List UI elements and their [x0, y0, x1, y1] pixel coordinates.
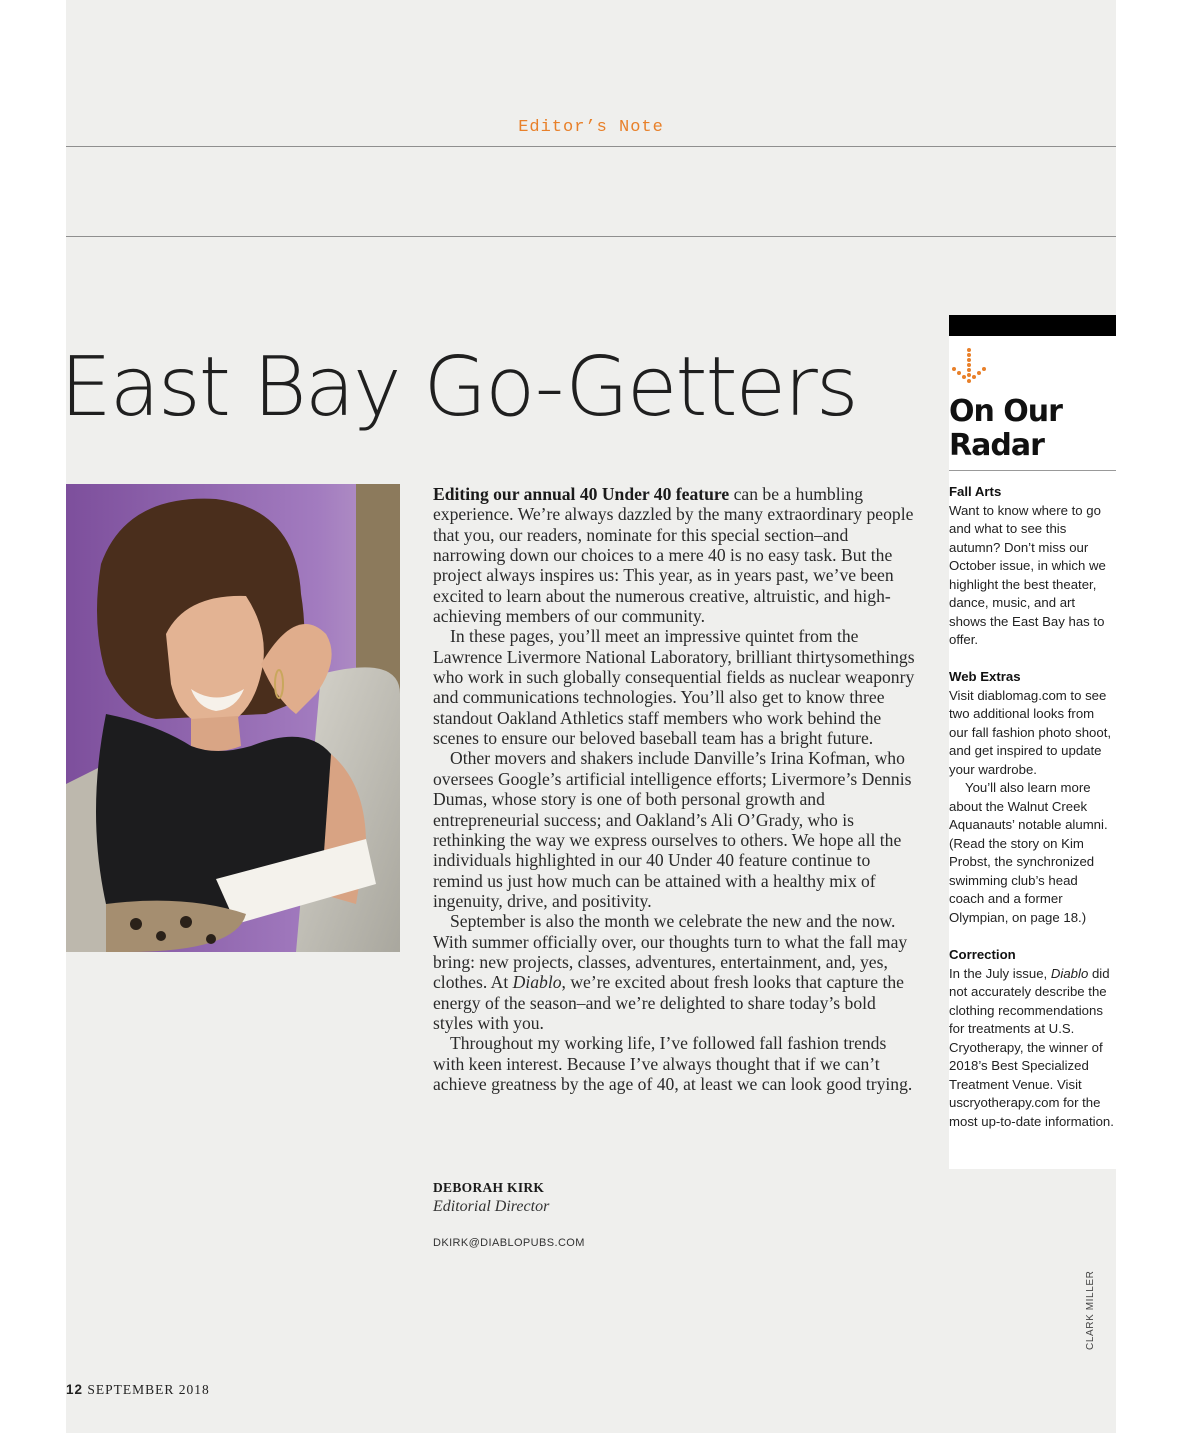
article-body	[433, 484, 920, 1094]
dotted-down-arrow-icon	[951, 347, 991, 389]
correction-magazine-name: Diablo	[1050, 965, 1089, 981]
fall-arts-text: Want to know where to go and what to see this autumn? Don’t miss our October issue, in which we highlight the best theater, dance, music, and art shows the East Bay has to offer.	[949, 502, 1106, 647]
paragraph-5: Throughout my working life, I’ve followed fall fashion trends with keen interest. Because I’ve always thought that if we can’t achieve greatness by the age of 40, at least we can look good trying.	[433, 1033, 913, 1094]
magazine-name: Diablo	[512, 972, 562, 993]
on-our-radar-sidebar	[949, 315, 1116, 1169]
article-title: East Bay Go-Getters	[60, 340, 857, 435]
magazine-page	[60, 0, 1116, 1433]
lead-in: Editing our annual 40 Under 40 feature	[433, 484, 730, 504]
web-extras-text-1: Visit diablomag.com to see two additional looks from our fall fashion photo shoot, and get inspired to update your wardrobe.	[949, 687, 1112, 777]
sidebar-top-bar	[949, 315, 1116, 336]
sidebar-title-line-2: Radar	[949, 428, 1044, 463]
paragraph-1	[433, 484, 920, 626]
correction-heading: Correction	[949, 947, 1016, 962]
web-extras-heading: Web Extras	[949, 669, 1021, 684]
page-folio	[66, 1382, 210, 1398]
author-name: DEBORAH KIRK	[433, 1180, 545, 1195]
sidebar-title	[949, 395, 1116, 463]
second-rule	[66, 236, 1116, 237]
author-title: Editorial Director	[433, 1198, 550, 1215]
issue-date: SEPTEMBER 2018	[87, 1382, 210, 1397]
web-extras-text-2: You’ll also learn more about the Walnut Creek Aquanauts’ notable alumni. (Read the story on Kim Probst, the synchronized swimming club’s head coach and a former Olympian, on page 18.)	[949, 780, 1108, 925]
correction-item	[949, 946, 1116, 1131]
paragraph-4-text-b: , we’re excited about fresh looks that capture the energy of the season–and we’re delighted to share today’s bold styles with you.	[433, 972, 904, 1033]
paragraph-1-text: can be a humbling experience. We’re always dazzled by the many extraordinary people that you, our readers, nominate for this special section–and narrowing down our choices to a mere 40 is no easy task. But the project always inspires us: This year, as in years past, we’ve been excited to learn about the numerous creative, altruistic, and high-achieving members of our community.	[433, 484, 914, 627]
editor-photo	[66, 484, 400, 952]
top-rule	[66, 146, 1116, 147]
paragraph-4-text-a: September is also the month we celebrate the new and the now. With summer officially over, our thoughts turn to what the fall may bring: new projects, classes, adventures, entertainment, and, yes, clothes. At	[433, 911, 908, 993]
correction-text-b: did not accurately describe the clothing recommendations for treatments at U.S. Cryotherapy, the winner of 2018’s Best Specialized Treatment Venue. Visit uscryotherapy.com for the most up-to-date information.	[949, 965, 1114, 1129]
sidebar-rule	[949, 470, 1116, 471]
page-number: 12	[66, 1382, 84, 1397]
author-email-link[interactable]: DKIRK@DIABLOPUBS.COM	[433, 1237, 585, 1249]
web-extras-item	[949, 668, 1116, 927]
correction-text	[949, 965, 1116, 1132]
sidebar-title-line-1: On Our	[949, 394, 1062, 429]
paragraph-4	[433, 911, 920, 1033]
paragraph-3: Other movers and shakers include Danville’s Irina Kofman, who oversees Google’s artificial intelligence efforts; Livermore’s Dennis Dumas, whose story is one of both personal growth and entrepreneurial success; and Oakland’s Ali O’Grady, who is rethinking the way we express ourselves to others. We hope all the individuals highlighted in our 40 Under 40 feature continue to remind us just how much can be attained with a healthy mix of ingenuity, drive, and positivity.	[433, 748, 912, 911]
photo-credit: CLARK MILLER	[1085, 1270, 1096, 1350]
correction-text-a: In the July issue,	[949, 965, 1051, 981]
paragraph-2: In these pages, you’ll meet an impressive quintet from the Lawrence Livermore National Laboratory, brilliant thirtysomethings who work in such globally consequential fields as nuclear weaponry and communications technologies. You’ll also get to know three standout Oakland Athletics staff members who work behind the scenes to ensure our beloved baseball team has a bright future.	[433, 626, 915, 749]
section-label: Editor’s Note	[518, 118, 664, 137]
fall-arts-heading: Fall Arts	[949, 484, 1002, 499]
fall-arts-item	[949, 483, 1116, 650]
